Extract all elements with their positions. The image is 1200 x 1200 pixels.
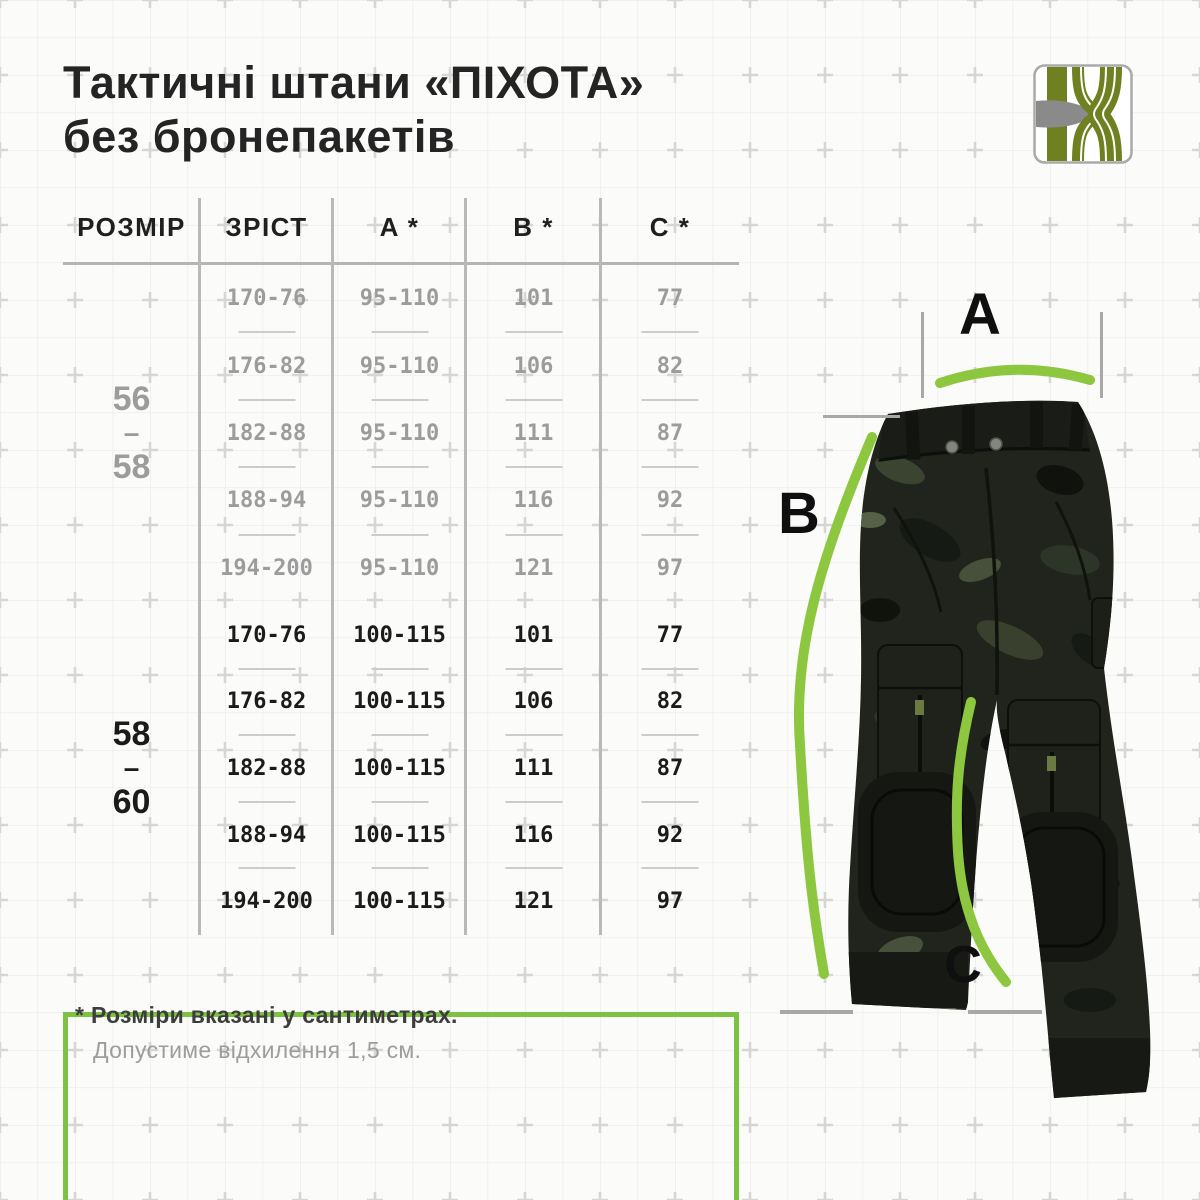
table-cell: 95-110 [333,400,466,467]
pants-photo [846,397,1150,1098]
column-divider [599,198,602,935]
column-header-b: B * [513,211,554,242]
footnote-line-1: * Розміри вказані у сантиметрах. [75,1002,458,1028]
table-cell: 182-88 [200,735,333,802]
size-table [63,192,739,935]
measure-bottom-line-right [968,1010,1042,1014]
table-cell: 97 [656,555,684,581]
table-cell: 92 [601,467,739,534]
page-title [63,56,644,164]
table-cell: 100-115 [353,889,446,915]
measure-a-tick-left [921,312,924,398]
table-cell: 92 [601,802,739,869]
measure-label-a: A [959,282,1001,347]
title-line-2: без бронепакетів [63,111,456,162]
measure-label-b: B [778,481,820,546]
size-range-label [63,265,200,602]
table-cell: 170-76 [200,602,333,669]
column-divider [198,198,201,935]
measurement-diagram [760,260,1200,1120]
column-header-c: C * [649,211,691,242]
table-cell: 188-94 [200,802,333,869]
footnote [75,1002,458,1064]
table-cell: 116 [466,467,601,534]
size-range-label [63,602,200,935]
table-cell: 188-94 [200,467,333,534]
table-cell: 100-115 [333,602,466,669]
table-cell: 101 [466,265,601,332]
table-cell: 100-115 [333,735,466,802]
size-range-bottom: 58 [112,448,151,487]
table-cell: 100-115 [333,669,466,736]
table-cell: 82 [601,332,739,399]
column-divider [464,198,467,935]
table-cell: 106 [466,669,601,736]
size-group-56-58 [63,265,739,602]
table-cell: 95-110 [359,555,440,581]
table-cell: 182-88 [200,400,333,467]
column-header-size: РОЗМІР [77,211,186,242]
table-cell: 101 [466,602,601,669]
table-cell: 100-115 [333,802,466,869]
table-cell: 95-110 [333,332,466,399]
table-cell: 194-200 [220,889,313,915]
table-cell: 176-82 [200,332,333,399]
table-cell: 121 [513,889,554,915]
size-group-58-60 [63,602,739,935]
table-cell: 176-82 [200,669,333,736]
table-cell: 95-110 [333,265,466,332]
table-cell: 87 [601,735,739,802]
table-cell: 77 [601,602,739,669]
table-header-row [63,192,739,265]
brand-logo [1033,64,1133,164]
table-cell: 121 [513,555,554,581]
column-header-height: ЗРІСТ [225,211,308,242]
table-cell: 116 [466,802,601,869]
title-line-1: Тактичні штани «ПІХОТА» [63,57,645,108]
measure-a-arc [940,370,1090,383]
size-range-bottom: 60 [112,783,151,822]
table-cell: 111 [466,735,601,802]
measure-label-c: C [944,936,982,994]
size-range-top: 58 [112,715,151,754]
measure-a-tick-right [1100,312,1103,398]
size-range-top: 56 [112,380,151,419]
size-range-dash: – [123,417,140,449]
column-header-a: A * [379,211,420,242]
table-cell: 106 [466,332,601,399]
table-cell: 95-110 [333,467,466,534]
table-cell: 170-76 [200,265,333,332]
table-cell: 77 [601,265,739,332]
table-cell: 194-200 [220,555,313,581]
footnote-line-2: Допустиме відхилення 1,5 см. [93,1037,422,1063]
table-cell: 87 [601,400,739,467]
size-range-dash: – [123,752,140,784]
measure-b-top-line [823,415,900,418]
table-cell: 97 [656,889,684,915]
column-divider [331,198,334,935]
table-cell: 82 [601,669,739,736]
measure-bottom-line-left [780,1010,853,1014]
table-cell: 111 [466,400,601,467]
